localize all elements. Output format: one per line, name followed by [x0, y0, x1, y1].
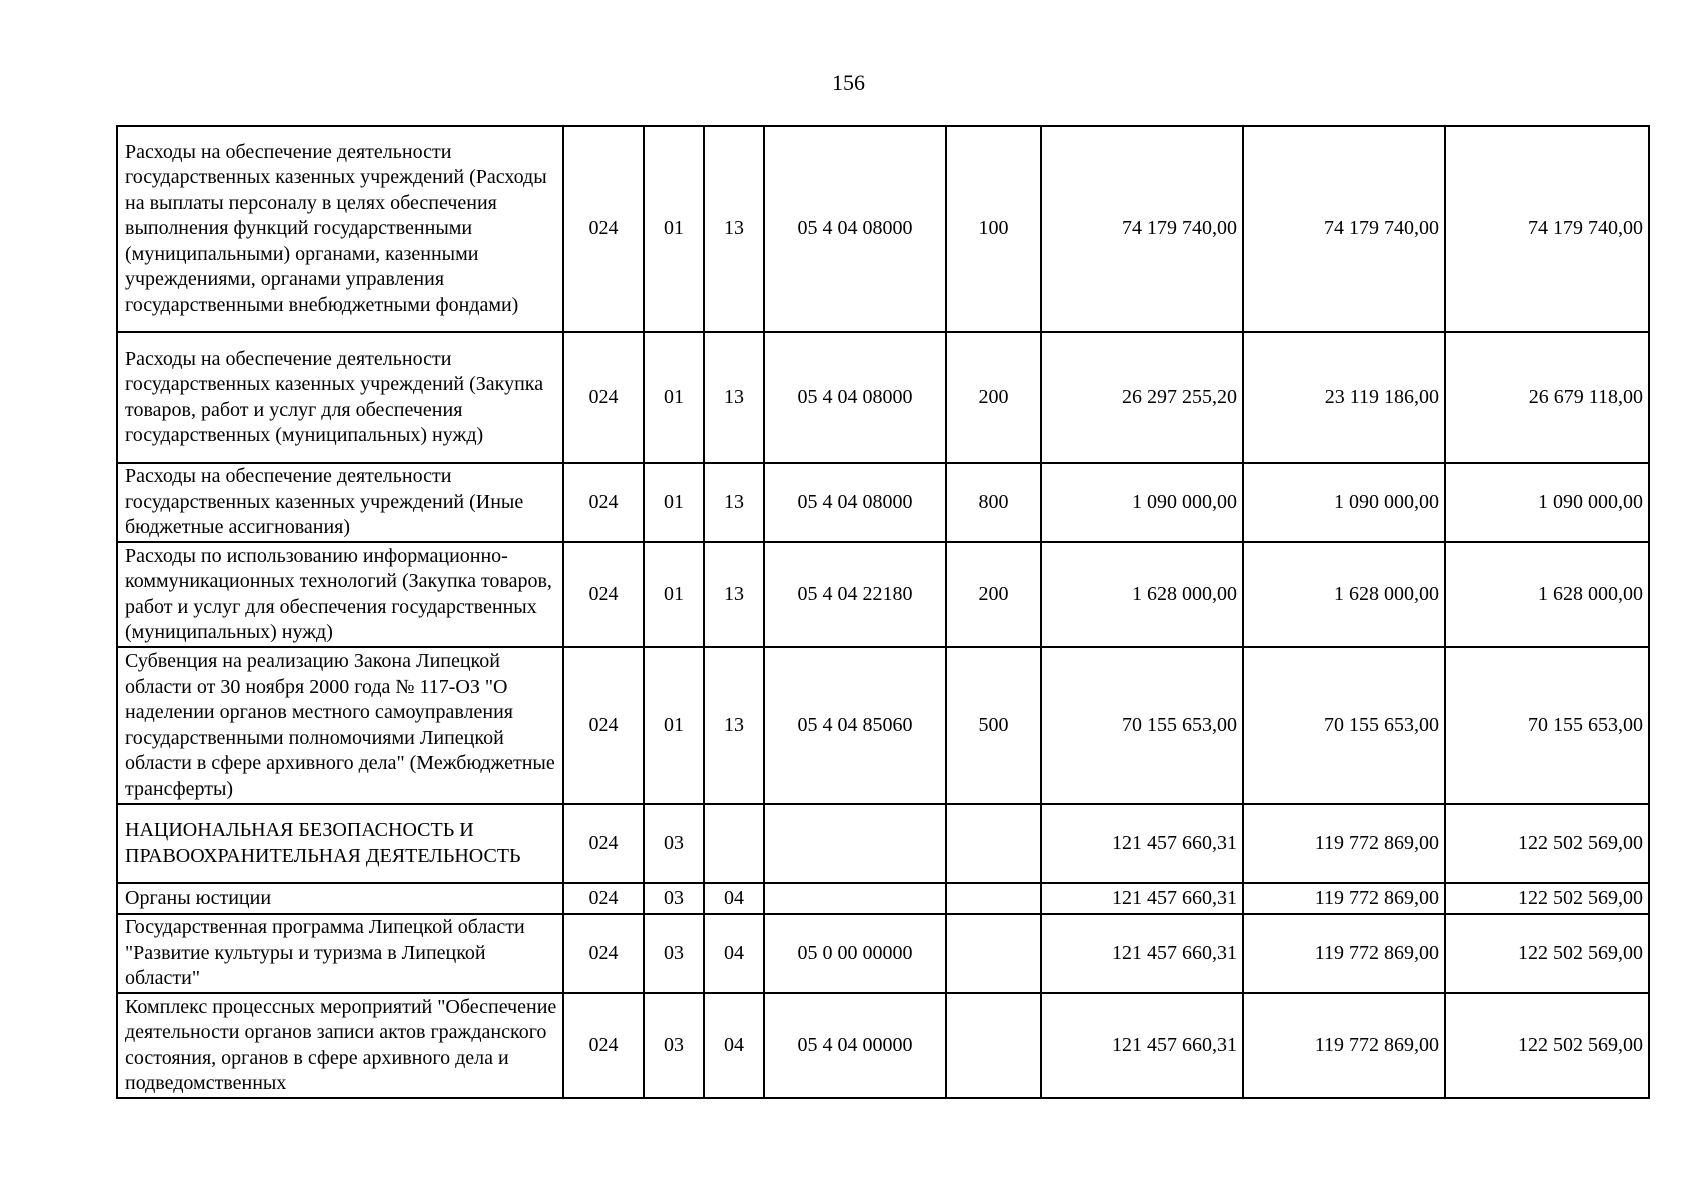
amount-year-2-cell: 119 772 869,00 — [1243, 883, 1445, 914]
row-name-cell: Расходы на обеспечение деятельности государственных казенных учреждений (Закупка товаров, работ и услуг для обеспечения государственных (муниципальных) нужд) — [117, 332, 563, 463]
expense-type-code-cell: 200 — [946, 542, 1041, 647]
target-item-code-cell: 05 4 04 22180 — [764, 542, 946, 647]
section-code-cell: 01 — [644, 332, 704, 463]
amount-year-2-cell: 119 772 869,00 — [1243, 804, 1445, 883]
amount-year-1-cell: 121 457 660,31 — [1041, 804, 1243, 883]
amount-year-1-cell: 1 628 000,00 — [1041, 542, 1243, 647]
expense-type-code-cell: 500 — [946, 647, 1041, 804]
amount-year-2-cell: 119 772 869,00 — [1243, 914, 1445, 993]
amount-year-3-cell: 1 628 000,00 — [1445, 542, 1649, 647]
target-item-code-cell: 05 4 04 08000 — [764, 463, 946, 542]
row-name-cell: Расходы по использованию информационно-коммуникационных технологий (Закупка товаров, работ и услуг для обеспечения государственных (муниципальных) нужд) — [117, 542, 563, 647]
subsection-code-cell: 13 — [704, 126, 764, 332]
row-name-cell: Субвенция на реализацию Закона Липецкой области от 30 ноября 2000 года № 117-ОЗ "О наделении органов местного самоуправления государственными полномочиями Липецкой области в сфере архивного дела" (Межбюджетные трансферты) — [117, 647, 563, 804]
amount-year-1-cell: 1 090 000,00 — [1041, 463, 1243, 542]
target-item-code-cell: 05 4 04 08000 — [764, 126, 946, 332]
amount-year-3-cell: 70 155 653,00 — [1445, 647, 1649, 804]
table-row — [117, 993, 1649, 1098]
amount-year-2-cell: 23 119 186,00 — [1243, 332, 1445, 463]
amount-year-3-cell: 122 502 569,00 — [1445, 993, 1649, 1098]
section-code-cell: 03 — [644, 804, 704, 883]
amount-year-1-cell: 121 457 660,31 — [1041, 914, 1243, 993]
budget-table — [116, 125, 1650, 1099]
ministry-code-cell: 024 — [563, 647, 644, 804]
target-item-code-cell — [764, 883, 946, 914]
expense-type-code-cell — [946, 993, 1041, 1098]
row-name-cell: Органы юстиции — [117, 883, 563, 914]
ministry-code-cell: 024 — [563, 332, 644, 463]
ministry-code-cell: 024 — [563, 883, 644, 914]
subsection-code-cell: 04 — [704, 883, 764, 914]
table-row — [117, 542, 1649, 647]
subsection-code-cell: 04 — [704, 993, 764, 1098]
expense-type-code-cell: 800 — [946, 463, 1041, 542]
table-row — [117, 804, 1649, 883]
amount-year-3-cell: 1 090 000,00 — [1445, 463, 1649, 542]
amount-year-3-cell: 122 502 569,00 — [1445, 883, 1649, 914]
expense-type-code-cell: 200 — [946, 332, 1041, 463]
amount-year-3-cell: 122 502 569,00 — [1445, 804, 1649, 883]
section-code-cell: 01 — [644, 463, 704, 542]
amount-year-1-cell: 121 457 660,31 — [1041, 883, 1243, 914]
expense-type-code-cell — [946, 883, 1041, 914]
target-item-code-cell: 05 0 00 00000 — [764, 914, 946, 993]
section-code-cell: 03 — [644, 914, 704, 993]
table-row — [117, 463, 1649, 542]
section-code-cell: 03 — [644, 993, 704, 1098]
target-item-code-cell: 05 4 04 08000 — [764, 332, 946, 463]
ministry-code-cell: 024 — [563, 804, 644, 883]
amount-year-1-cell: 121 457 660,31 — [1041, 993, 1243, 1098]
row-name-cell: Расходы на обеспечение деятельности государственных казенных учреждений (Иные бюджетные ассигнования) — [117, 463, 563, 542]
section-code-cell: 01 — [644, 542, 704, 647]
subsection-code-cell — [704, 804, 764, 883]
table-row — [117, 914, 1649, 993]
subsection-code-cell: 13 — [704, 542, 764, 647]
target-item-code-cell: 05 4 04 85060 — [764, 647, 946, 804]
amount-year-2-cell: 119 772 869,00 — [1243, 993, 1445, 1098]
subsection-code-cell: 04 — [704, 914, 764, 993]
amount-year-3-cell: 74 179 740,00 — [1445, 126, 1649, 332]
subsection-code-cell: 13 — [704, 647, 764, 804]
ministry-code-cell: 024 — [563, 463, 644, 542]
ministry-code-cell: 024 — [563, 993, 644, 1098]
amount-year-1-cell: 74 179 740,00 — [1041, 126, 1243, 332]
target-item-code-cell: 05 4 04 00000 — [764, 993, 946, 1098]
ministry-code-cell: 024 — [563, 914, 644, 993]
table-row — [117, 647, 1649, 804]
table-row — [117, 126, 1649, 332]
amount-year-3-cell: 26 679 118,00 — [1445, 332, 1649, 463]
expense-type-code-cell: 100 — [946, 126, 1041, 332]
table-row — [117, 332, 1649, 463]
row-name-cell: Расходы на обеспечение деятельности государственных казенных учреждений (Расходы на выплаты персоналу в целях обеспечения выполнения функций государственными (муниципальными) органами, казенными учреждениями, органами управления государственными внебюджетными фондами) — [117, 126, 563, 332]
ministry-code-cell: 024 — [563, 542, 644, 647]
amount-year-2-cell: 70 155 653,00 — [1243, 647, 1445, 804]
target-item-code-cell — [764, 804, 946, 883]
row-name-cell: Комплекс процессных мероприятий "Обеспечение деятельности органов записи актов гражданского состояния, органов в сфере архивного дела и подведомственных — [117, 993, 563, 1098]
section-code-cell: 01 — [644, 126, 704, 332]
amount-year-2-cell: 1 090 000,00 — [1243, 463, 1445, 542]
amount-year-3-cell: 122 502 569,00 — [1445, 914, 1649, 993]
amount-year-1-cell: 26 297 255,20 — [1041, 332, 1243, 463]
ministry-code-cell: 024 — [563, 126, 644, 332]
expense-type-code-cell — [946, 914, 1041, 993]
row-name-cell: Государственная программа Липецкой области "Развитие культуры и туризма в Липецкой области" — [117, 914, 563, 993]
table-row — [117, 883, 1649, 914]
section-code-cell: 03 — [644, 883, 704, 914]
subsection-code-cell: 13 — [704, 463, 764, 542]
row-name-cell: НАЦИОНАЛЬНАЯ БЕЗОПАСНОСТЬ И ПРАВООХРАНИТЕЛЬНАЯ ДЕЯТЕЛЬНОСТЬ — [117, 804, 563, 883]
page-number: 156 — [832, 70, 865, 95]
subsection-code-cell: 13 — [704, 332, 764, 463]
amount-year-2-cell: 74 179 740,00 — [1243, 126, 1445, 332]
amount-year-2-cell: 1 628 000,00 — [1243, 542, 1445, 647]
amount-year-1-cell: 70 155 653,00 — [1041, 647, 1243, 804]
section-code-cell: 01 — [644, 647, 704, 804]
expense-type-code-cell — [946, 804, 1041, 883]
